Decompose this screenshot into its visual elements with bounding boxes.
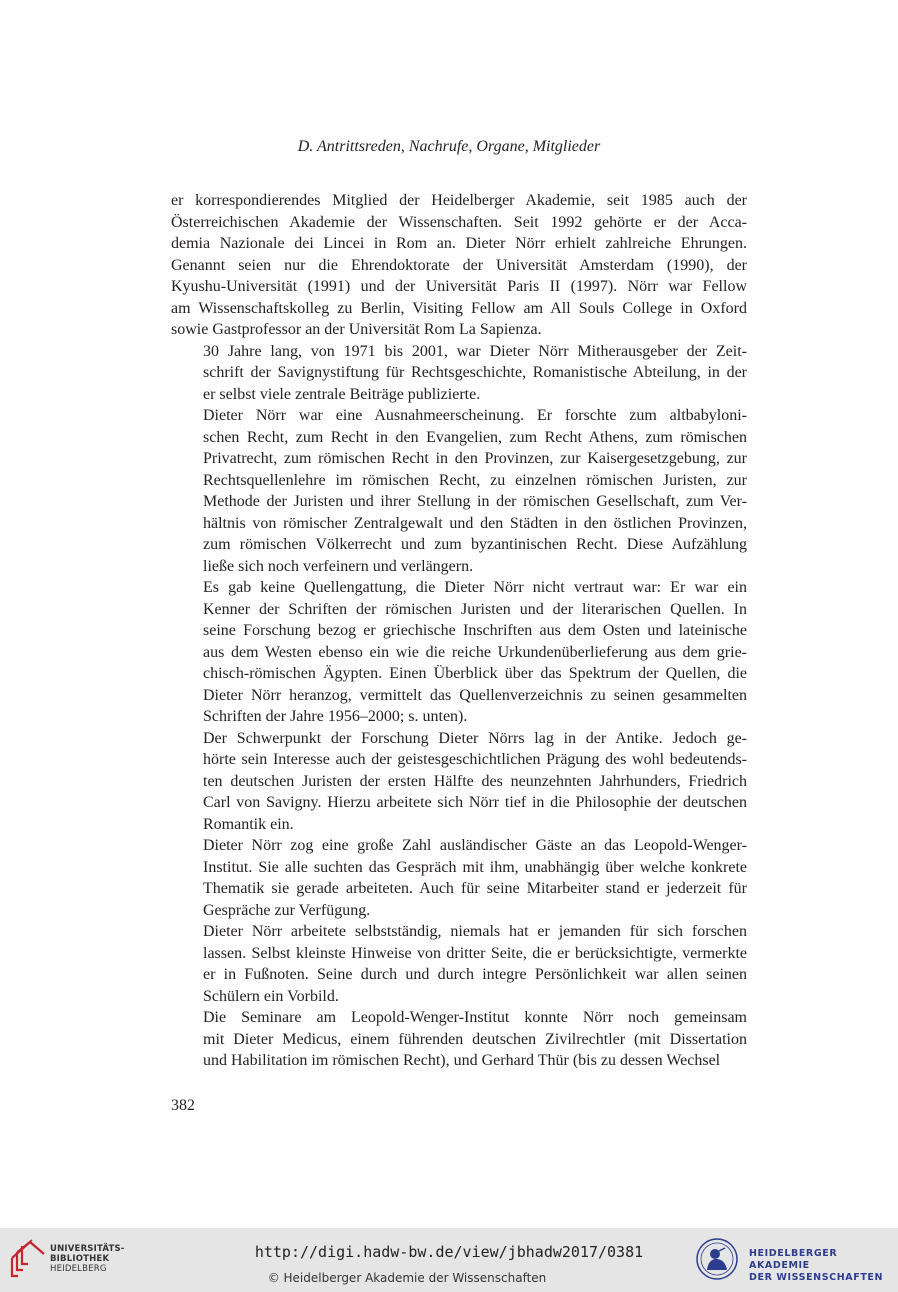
text-line: Österreichischen Akademie der Wissenschaften. Seit 1992 gehörte er der Acca- [171,213,747,231]
permalink-url[interactable]: http://digi.hadw-bw.de/view/jbhadw2017/0381 [254,1243,644,1261]
library-name-line-3: HEIDELBERG [50,1264,107,1274]
text-line: Rechtsquellenlehre im römischen Recht, zu einzelnen römischen Juristen, zur [203,471,747,489]
text-line: Methode der Juristen und ihrer Stellung in der römischen Gesellschaft, zum Ver- [203,493,747,510]
text-line: er in Fußnoten. Seine durch und durch integre Persönlichkeit war allen seinen [203,966,747,983]
text-line: Es gab keine Quellengattung, die Dieter Nörr nicht vertraut war: Er war ein [203,579,747,596]
text-line: Schülern ein Vorbild. [203,987,339,1005]
paragraph [171,1007,747,1072]
text-line: Die Seminare am Leopold-Wenger-Institut konnte Nörr noch gemeinsam [203,1009,747,1026]
paragraph [171,577,747,728]
text-line: Dieter Nörr zog eine große Zahl ausländischer Gäste an das Leopold-Wenger- [203,837,747,854]
text-line: am Wissenschaftskolleg zu Berlin, Visiting Fellow am All Souls College in Oxford [171,299,747,317]
text-line: demia Nazionale dei Lincei in Rom an. Dieter Nörr erhielt zahlreiche Ehrungen. [171,235,747,252]
text-line: Dieter Nörr heranzog, vermittelt das Quellenverzeichnis zu seinen gesammelten [203,686,747,704]
academy-name [749,1248,898,1284]
paragraph [171,405,747,577]
text-line: chisch-römischen Ägypten. Einen Überblick über das Spektrum der Quellen, die [203,665,747,682]
text-line: Kyushu-Universität (1991) und der Universität Paris II (1997). Nörr war Fellow [171,278,747,295]
academy-seal-icon [695,1237,739,1281]
paragraph [171,190,747,341]
academy-name-line-2: DER WISSENSCHAFTEN [749,1272,884,1283]
text-line: Dieter Nörr arbeitete selbstständig, niemals hat er jemanden für sich forschen [203,923,747,940]
text-line: ließe sich noch verfeinern und verlängern. [203,557,474,575]
viewer-footer [0,1228,898,1292]
text-line: er selbst viele zentrale Beiträge publizierte. [203,385,481,403]
text-line: hörte sein Interesse auch der geistesgeschichtlichen Prägung des wohl bedeutends- [203,751,747,768]
text-line: Romantik ein. [203,815,294,833]
library-name-line-2: BIBLIOTHEK [50,1254,110,1264]
library-name-line-1: UNIVERSITÄTS- [50,1244,125,1254]
text-line: sowie Gastprofessor an der Universität Rom La Sapienza. [171,321,542,338]
text-line: zum römischen Völkerrecht und zum byzantinischen Recht. Diese Aufzählung [203,536,747,553]
text-line: Carl von Savigny. Hierzu arbeitete sich Nörr tief in die Philosophie der deutschen [203,794,747,811]
copyright-notice: © Heidelberger Akademie der Wissenschaften [267,1271,547,1285]
text-line: aus dem Westen ebenso ein wie die reiche Urkundenüberlieferung aus dem grie- [203,643,747,661]
text-line: mit Dieter Medicus, einem führenden deutschen Zivilrechtler (mit Dissertation [203,1030,747,1048]
text-line: Institut. Sie alle suchten das Gespräch mit ihm, unabhängig über welche konkrete [203,858,747,876]
text-line: seine Forschung bezog er griechische Inschriften aus dem Osten und lateinische [203,622,747,639]
page-number: 382 [171,1097,195,1114]
text-line: 30 Jahre lang, von 1971 bis 2001, war Dieter Nörr Mitherausgeber der Zeit- [203,342,747,360]
text-line: schrift der Savignystiftung für Rechtsgeschichte, Romanistische Abteilung, in der [203,364,747,381]
text-line: lassen. Selbst kleinste Hinweise von dritter Seite, die er berücksichtigte, vermerkte [203,944,747,962]
paragraph [171,728,747,836]
body-text [171,190,747,1072]
text-line: und Habilitation im römischen Recht), und Gerhard Thür (bis zu dessen Wechsel [203,1052,721,1069]
text-line: hältnis von römischer Zentralgewalt und den Städten in den östlichen Provinzen, [203,514,747,532]
text-line: Genannt seien nur die Ehrendoktorate der Universität Amsterdam (1990), der [171,256,747,274]
text-line: Privatrecht, zum römischen Recht in den Provinzen, zur Kaisergesetzgebung, zur [203,450,747,467]
text-line: Dieter Nörr war eine Ausnahmeerscheinung. Er forschte zum altbabyloni- [203,407,747,424]
text-line: Gespräche zur Verfügung. [203,901,371,919]
academy-name-line-1: HEIDELBERGER AKADEMIE [749,1248,838,1271]
text-line: Schriften der Jahre 1956–2000; s. unten). [203,708,468,725]
text-line: ten deutschen Juristen der ersten Hälfte des neunzehnten Jahrhunders, Friedrich [203,772,747,790]
text-line: Kenner der Schriften der römischen Juristen und der literarischen Quellen. In [203,600,747,618]
paragraph [171,835,747,921]
text-line: schen Recht, zum Recht in den Evangelien, zum Recht Athens, zum römischen [203,428,747,446]
running-head: D. Antrittsreden, Nachrufe, Organe, Mitglieder [297,138,601,155]
text-line: er korrespondierendes Mitglied der Heidelberger Akademie, seit 1985 auch der [171,192,747,209]
paragraph [171,341,747,406]
text-line: Thematik sie gerade arbeiteten. Auch für seine Mitarbeiter stand er jederzeit für [203,880,747,897]
text-line: Der Schwerpunkt der Forschung Dieter Nörrs lag in der Antike. Jedoch ge- [203,729,747,747]
paragraph [171,921,747,1007]
